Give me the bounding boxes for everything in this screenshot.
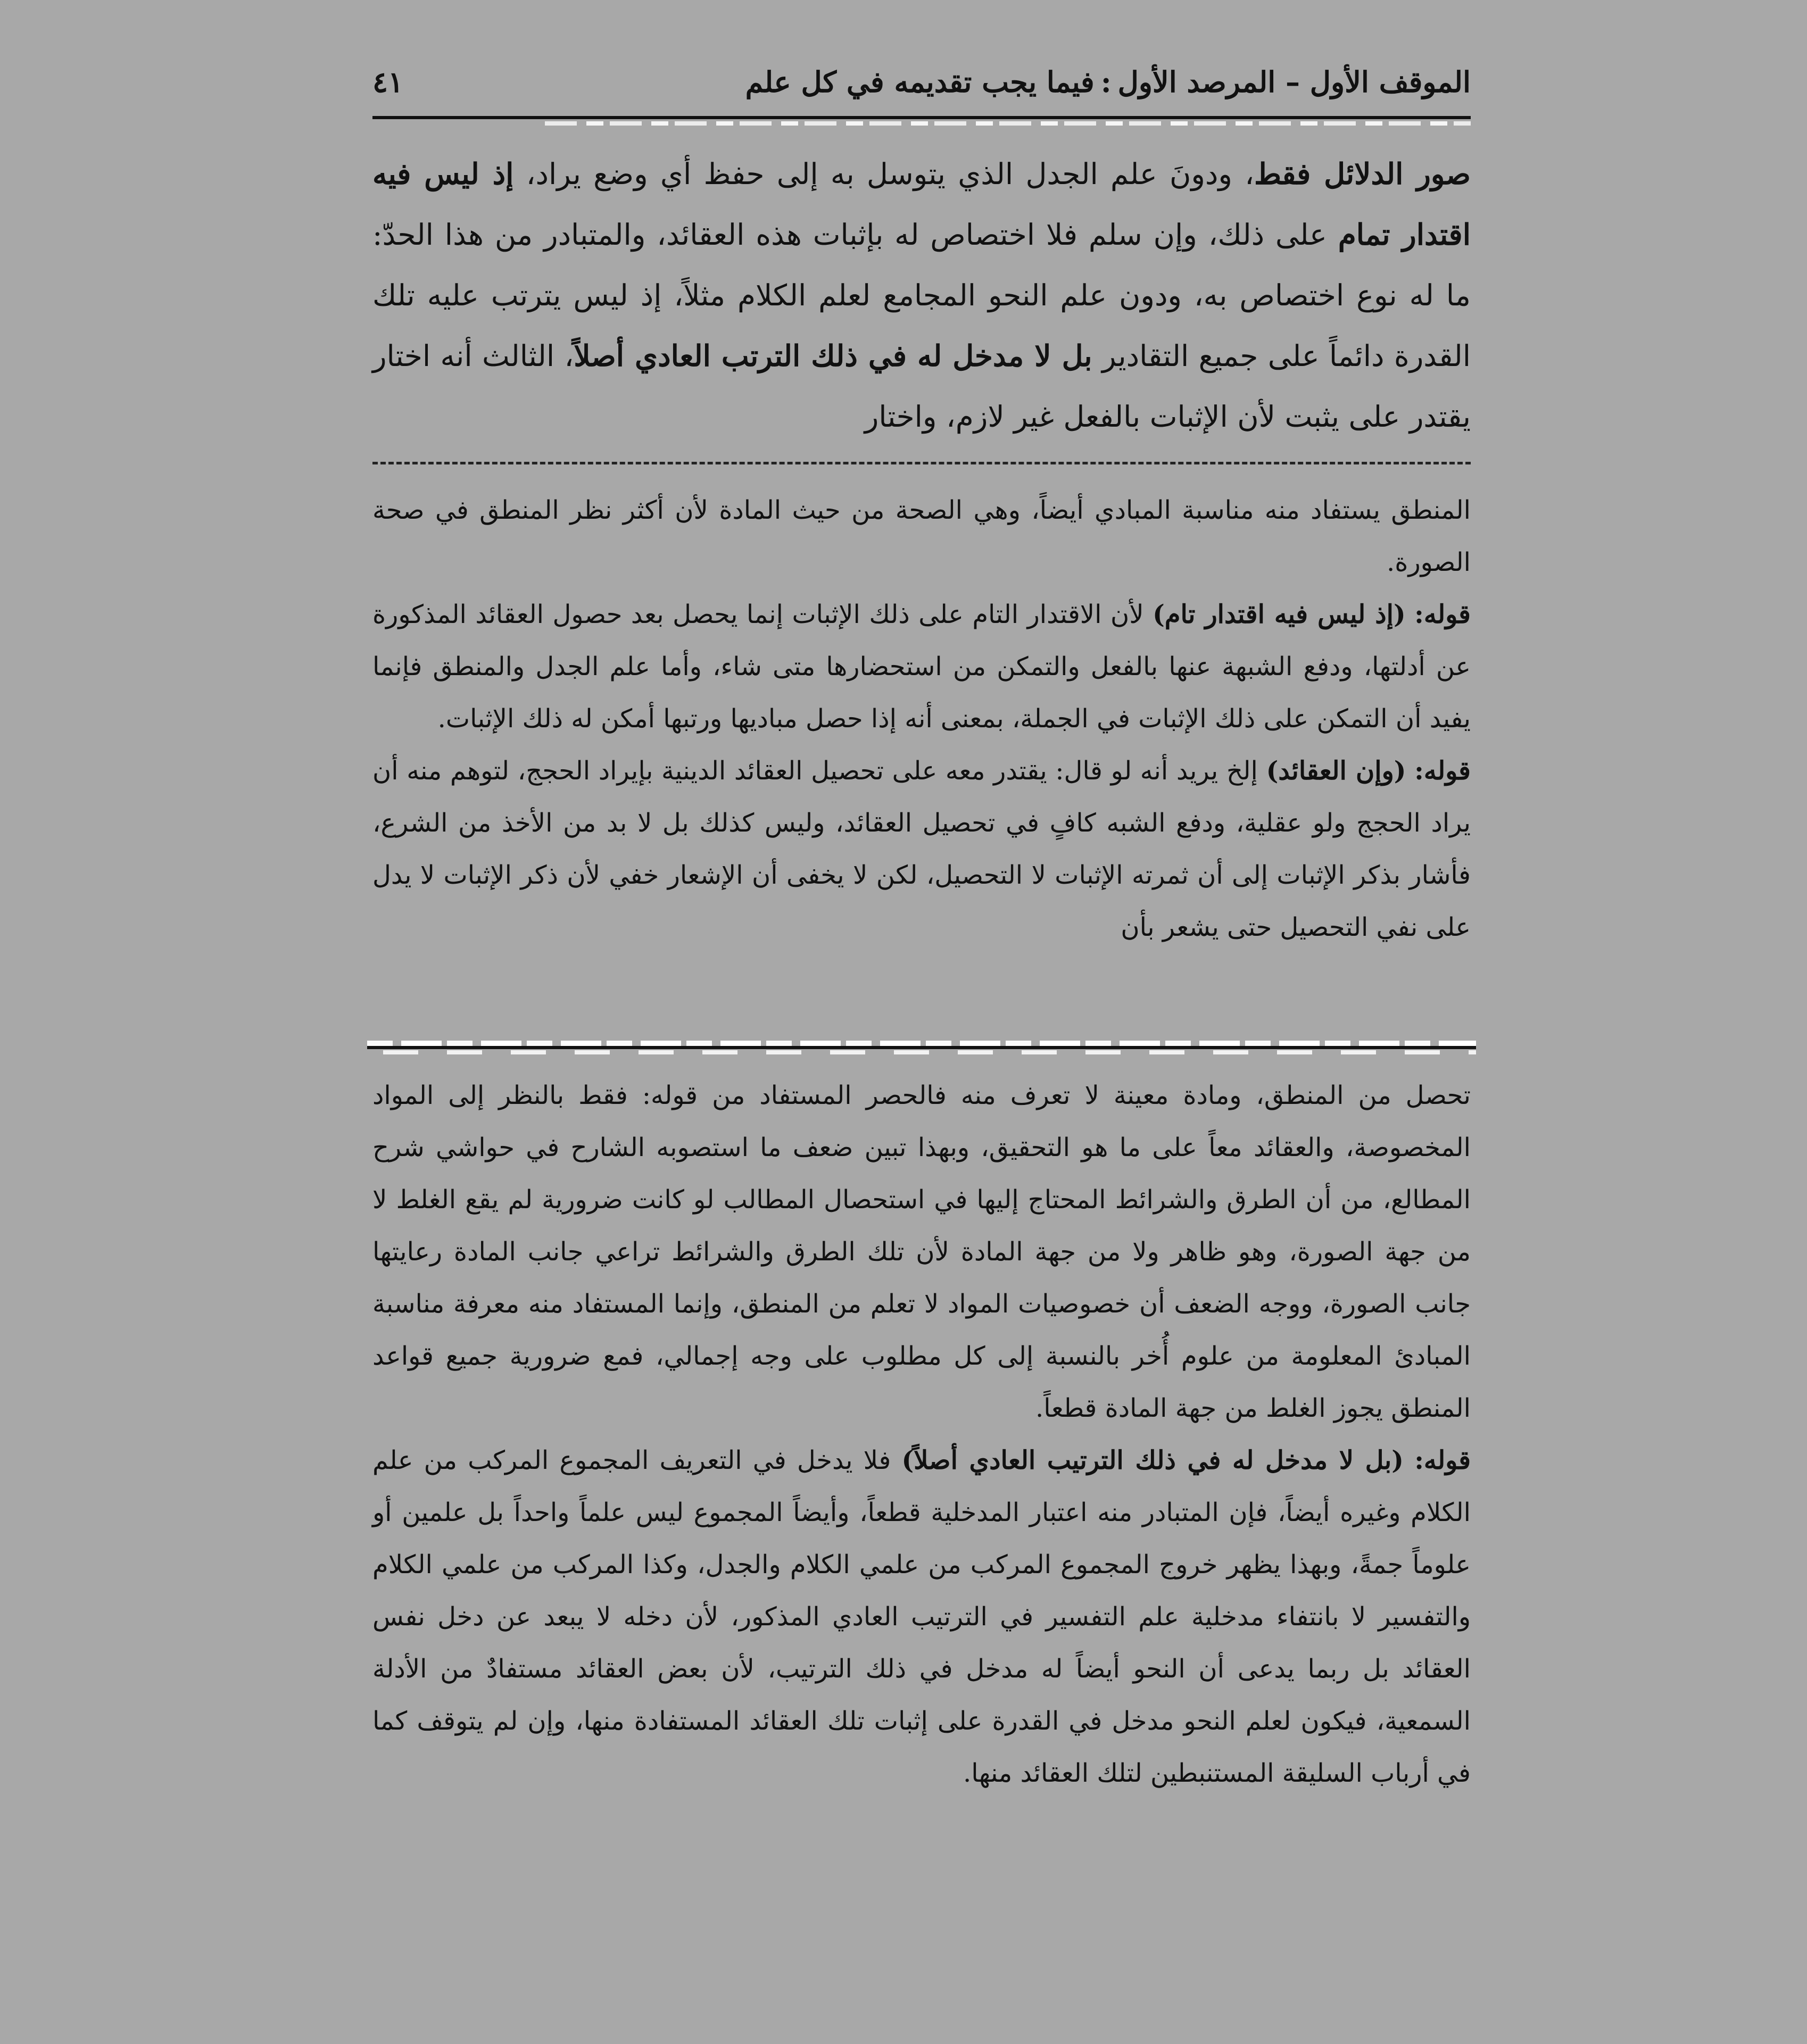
commentary-paragraph bbox=[372, 745, 1471, 953]
commentary-paragraph bbox=[372, 588, 1471, 745]
commentary-text: فلا يدخل في التعريف المجموع المركب من علم الكلام وغيره أيضاً، فإن المتبادر منه اعتبار المدخلية قطعاً، وأيضاً المجموع ليس علماً واحداً بل علمين أو علوماً جمةً، وبهذا يظهر خروج المجموع المركب من علمي الكلام والجدل، وكذا المركب من علمي الكلام والتفسير لا بانتفاء مدخلية علم التفسير في الترتيب العادي المذكور، لأن دخله لا يبعد عن دخل نفس العقائد بل ربما يدعى أن النحو أيضاً له مدخل في ذلك الترتيب، لأن بعض العقائد مستفادٌ من الأدلة السمعية، فيكون لعلم النحو مدخل في القدرة على إثبات تلك العقائد المستفادة منها، وإن لم يتوقف كما في أرباب السليقة المستنبطين لتلك العقائد منها. bbox=[372, 1445, 1471, 1788]
scan-divider bbox=[367, 1040, 1476, 1056]
running-header bbox=[372, 59, 1471, 122]
main-text-segment-2: على ذلك، وإن سلم فلا اختصاص له بإثبات هذه العقائد، والمتبادر من هذا الحدّ: ما له نوع اختصاص به، ودون علم النحو المجامع لعلم الكلام مثلاً، إذ ليس يترتب عليه تلك القدرة دائماً على جميع التقادير bbox=[372, 218, 1471, 373]
commentary-quote: (بل لا مدخل له في ذلك الترتيب العادي أصلاً) bbox=[901, 1445, 1404, 1475]
main-text bbox=[372, 144, 1471, 447]
main-bold-phrase-3: بل لا مدخل له في ذلك الترتب العادي أصلاً bbox=[574, 338, 1092, 373]
header-rule-artifact bbox=[545, 121, 1471, 126]
commentary-quote: (إذ ليس فيه اقتدار تام) bbox=[1153, 600, 1406, 629]
running-title-separator: : bbox=[1100, 65, 1112, 99]
header-rule bbox=[372, 116, 1471, 119]
commentary-paragraph: المنطق يستفاد منه مناسبة المبادي أيضاً، وهي الصحة من حيث المادة لأن أكثر نظر المنطق في صحة الصورة. bbox=[372, 495, 1471, 577]
commentary-top bbox=[372, 484, 1471, 953]
commentary-label: قوله: bbox=[1414, 756, 1471, 786]
running-title-part2: فيما يجب تقديمه في كل علم bbox=[745, 65, 1095, 99]
main-text-segment-3: ، الثالث أنه اختار يقتدر على يثبت لأن الإثبات بالفعل غير لازم، واختار bbox=[372, 339, 1471, 434]
scan-divider-artifact bbox=[367, 1050, 1476, 1054]
book-page bbox=[372, 59, 1471, 2027]
commentary-paragraph: تحصل من المنطق، ومادة معينة لا تعرف منه فالحصر المستفاد من قوله: فقط بالنظر إلى المواد المخصوصة، والعقائد معاً على ما هو التحقيق، وبهذا تبين ضعف ما استصوبه الشارح في حواشي شرح المطالع، من أن الطرق والشرائط المحتاج إليها في استحصال المطالب لو كانت ضرورية لم يقع الغلط لا من جهة الصورة، وهو ظاهر ولا من جهة المادة لأن تلك الطرق والشرائط تراعي جانب المادة رعايتها جانب الصورة، ووجه الضعف أن خصوصيات المواد لا تعلم من المنطق، وإنما المستفاد منه معرفة مناسبة المبادئ المعلومة من علوم أُخر بالنسبة إلى كل مطلوب على وجه إجمالي، فمع ضرورية جميع قواعد المنطق يجوز الغلط من جهة المادة قطعاً. bbox=[372, 1081, 1471, 1423]
main-bold-phrase-2: إذ ليس فيه اقتدار تمام bbox=[372, 156, 1471, 252]
commentary-text: إلخ يريد أنه لو قال: يقتدر معه على تحصيل العقائد الدينية بإيراد الحجج، لتوهم منه أن يراد الحجج ولو عقلية، ودفع الشبه كافٍ في تحصيل العقائد، وليس كذلك بل لا بد من الأخذ من الشرع، فأشار بذكر الإثبات إلى أن ثمرته الإثبات لا التحصيل، لكن لا يخفى أن الإشعار خفي لأن ذكر الإثبات لا يدل على نفي التحصيل حتى يشعر بأن bbox=[372, 756, 1471, 942]
running-title bbox=[745, 65, 1471, 99]
main-paragraph bbox=[372, 144, 1471, 447]
page-number: ٤١ bbox=[372, 65, 404, 99]
main-text-segment-1: ، ودونَ علم الجدل الذي يتوسل به إلى حفظ أي وضع يراد، bbox=[526, 157, 1254, 191]
commentary-label: قوله: bbox=[1414, 600, 1471, 629]
scan-divider-artifact bbox=[367, 1041, 1476, 1046]
commentary-label: قوله: bbox=[1414, 1445, 1471, 1475]
scan-divider-line bbox=[367, 1046, 1476, 1049]
running-title-part1: الموقف الأول – المرصد الأول bbox=[1117, 65, 1471, 99]
commentary-quote: (وإن العقائد) bbox=[1266, 756, 1406, 786]
footnote-separator bbox=[372, 462, 1471, 464]
commentary-text: لأن الاقتدار التام على ذلك الإثبات إنما يحصل بعد حصول العقائد المذكورة عن أدلتها، ودفع الشبهة عنها بالفعل والتمكن من استحضارها متى شاء، وأما علم الجدل والمنطق فإنما يفيد أن التمكن على ذلك الإثبات في الجملة، بمعنى أنه إذا حصل مباديها ورتبها أمكن له ذلك الإثبات. bbox=[372, 600, 1471, 734]
commentary-bottom bbox=[372, 1069, 1471, 1799]
main-bold-phrase-1: صور الدلائل فقط bbox=[1254, 156, 1471, 191]
commentary-paragraph bbox=[372, 1434, 1471, 1799]
